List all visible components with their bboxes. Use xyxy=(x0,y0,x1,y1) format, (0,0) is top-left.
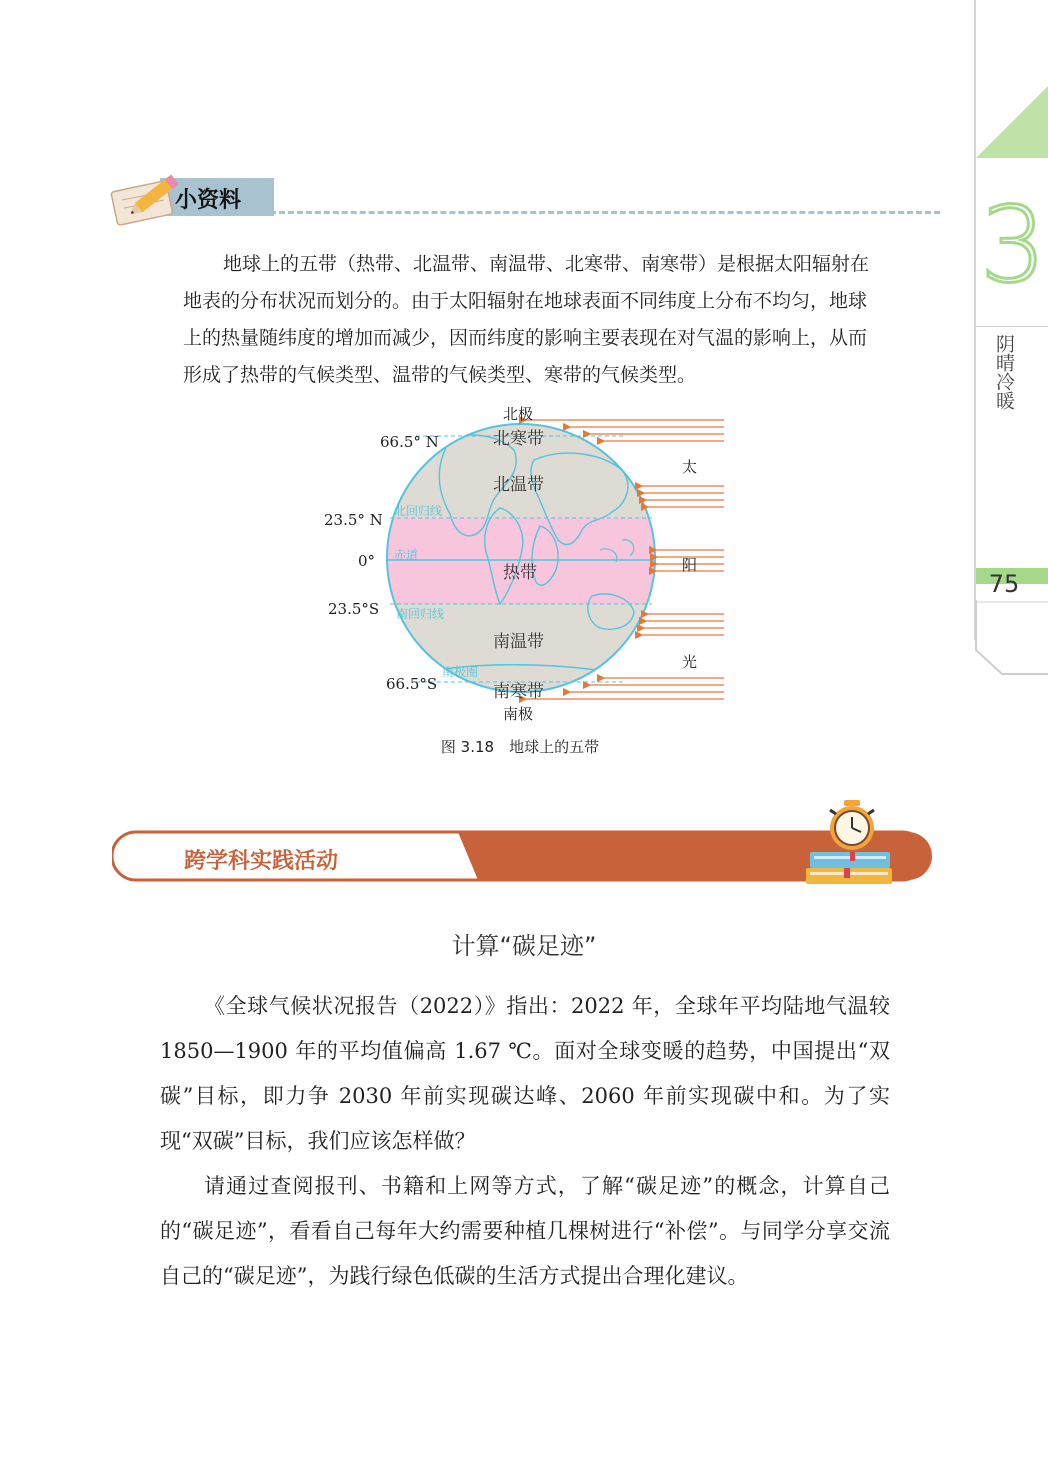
lat-66n-label: 66.5° N xyxy=(380,433,439,451)
sunlight-label-1: 太 xyxy=(682,458,698,476)
zone-south-frigid: 南寒带 xyxy=(493,682,544,702)
tropic-of-capricorn-label: 南回归线 xyxy=(396,607,445,621)
alarm-clock-books-icon xyxy=(804,796,896,888)
zone-north-frigid: 北寒带 xyxy=(493,429,544,449)
zone-south-temperate: 南温带 xyxy=(493,632,544,652)
zone-north-temperate: 北温带 xyxy=(493,475,544,495)
figure-caption: 图 3.18 地球上的五带 xyxy=(440,738,600,756)
tip-label: 小资料 xyxy=(175,188,242,213)
tip-text xyxy=(183,246,873,394)
tip-paragraph: 地球上的五带（热带、北温带、南温带、北寒带、南寒带）是根据太阳辐射在地表的分布状况而划分的。由于太阳辐射在地球表面不同纬度上分布不均匀，地球上的热量随纬度的增加而减少，因而纬度的影响主要表现在对气温的影响上，从而形成了热带的气候类型、温带的气候类型、寒带的气候类型。 xyxy=(183,253,870,386)
tropic-of-cancer-label: 北回归线 xyxy=(394,504,443,518)
activity-banner-label: 跨学科实践活动 xyxy=(184,849,339,874)
north-pole-label: 北极 xyxy=(503,405,534,423)
antarctic-circle-label: 南极圈 xyxy=(442,665,479,679)
lat-66s-label: 66.5°S xyxy=(386,675,438,693)
page-number: 75 xyxy=(988,570,1020,598)
side-divider xyxy=(976,326,1048,327)
activity-paragraph-2: 请通过查阅报刊、书籍和上网等方式，了解“碳足迹”的概念，计算自己的“碳足迹”，看看自己每年大约需要种植几棵树进行“补偿”。与同学分享交流自己的“碳足迹”，为践行绿色低碳的生活方式提出合理化建议。 xyxy=(160,1174,890,1288)
lat-23n-label: 23.5° N xyxy=(324,511,383,529)
chapter-number: 3 xyxy=(980,184,1047,306)
activity-title: 计算“碳足迹” xyxy=(451,932,597,960)
tip-dashed-rule xyxy=(270,211,940,214)
lat-equator-label: 0° xyxy=(358,552,376,570)
south-pole-label: 南极 xyxy=(503,705,534,723)
activity-text xyxy=(160,984,890,1299)
equator-label: 赤道 xyxy=(394,548,419,562)
zone-tropical: 热带 xyxy=(503,563,537,583)
activity-paragraph-1: 《全球气候状况报告（2022）》指出：2022 年，全球年平均陆地气温较 1850—1900 年的平均值偏高 1.67 ℃。面对全球变暖的趋势，中国提出“双碳”目标，即力争 2030 年前实现碳达峰、2060 年前实现碳中和。为了实现“双碳”目标，我们应该怎样做？ xyxy=(160,994,890,1153)
chapter-corner-decoration xyxy=(976,80,1048,160)
sunlight-label-2: 阳 xyxy=(682,556,698,574)
sunlight-label-3: 光 xyxy=(682,653,698,671)
five-zones-figure xyxy=(300,400,740,725)
chapter-title: 阴晴冷暖 xyxy=(993,334,1015,410)
lat-23s-label: 23.5°S xyxy=(328,600,380,618)
side-tab-bottom xyxy=(974,600,1048,678)
